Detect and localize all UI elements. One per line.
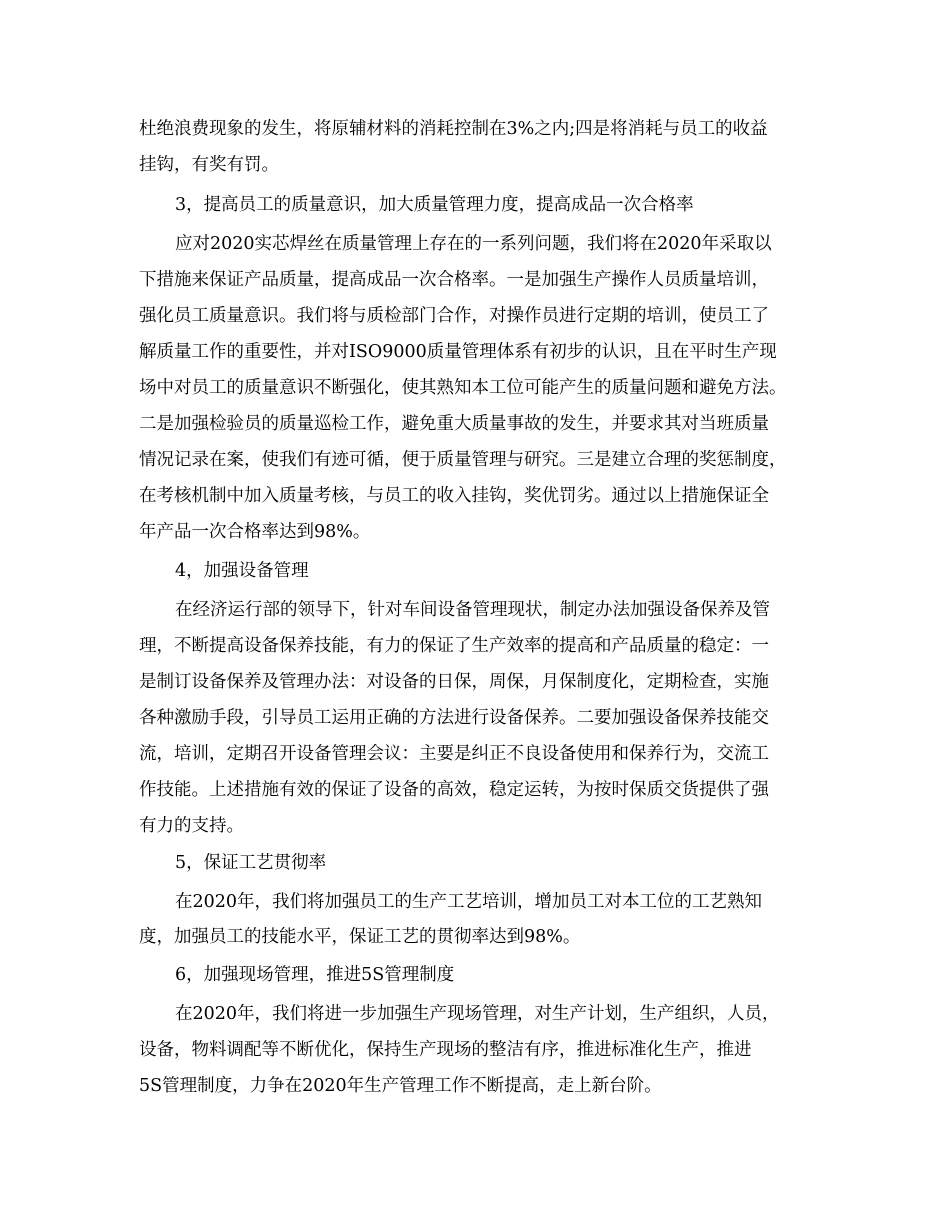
- body-text-line: 有力的支持。: [139, 816, 244, 836]
- body-text-line: 场中对员工的质量意识不断强化，使其熟知本工位可能产生的质量问题和避免方法。: [139, 378, 787, 398]
- body-text-line: 在2020年，我们将进一步加强生产现场管理，对生产计划，生产组织，人员，: [175, 1004, 780, 1024]
- body-text-line: 下措施来保证产品质量，提高成品一次合格率。一是加强生产操作人员质量培训，: [139, 270, 769, 290]
- body-text-line: 设备，物料调配等不断优化，保持生产现场的整洁有序，推进标准化生产，推进: [139, 1040, 752, 1060]
- section-heading-6: 6，加强现场管理，推进5S管理制度: [175, 965, 455, 985]
- body-text-line: 应对2020实芯焊丝在质量管理上存在的一系列问题，我们将在2020年采取以: [175, 234, 772, 254]
- section-heading-4: 4，加强设备管理: [175, 561, 309, 581]
- body-text-line: 情况记录在案，使我们有迹可循，便于质量管理与研究。三是建立合理的奖惩制度，: [139, 450, 787, 470]
- body-text-line: 解质量工作的重要性，并对ISO9000质量管理体系有初步的认识，且在平时生产现: [139, 342, 777, 362]
- body-text-line: 强化员工质量意识。我们将与质检部门合作，对操作员进行定期的培训，使员工了: [139, 306, 769, 326]
- body-text-line: 在经济运行部的领导下，针对车间设备管理现状，制定办法加强设备保养及管: [175, 600, 770, 620]
- section-heading-3: 3，提高员工的质量意识，加大质量管理力度，提高成品一次合格率: [175, 195, 694, 215]
- body-text-line: 在考核机制中加入质量考核，与员工的收入挂钩，奖优罚劣。通过以上措施保证全: [139, 486, 769, 506]
- body-text-line: 挂钩，有奖有罚。: [139, 155, 279, 175]
- body-text-line: 年产品一次合格率达到98%。: [139, 522, 371, 542]
- section-heading-5: 5，保证工艺贯彻率: [175, 853, 327, 873]
- body-text-line: 流，培训，定期召开设备管理会议：主要是纠正不良设备使用和保养行为，交流工: [139, 744, 769, 764]
- body-text-line: 作技能。上述措施有效的保证了设备的高效，稳定运转，为按时保质交货提供了强: [139, 780, 769, 800]
- body-text-line: 在2020年，我们将加强员工的生产工艺培训，增加员工对本工位的工艺熟知: [175, 892, 763, 912]
- body-text-line: 二是加强检验员的质量巡检工作，避免重大质量事故的发生，并要求其对当班质量: [139, 414, 769, 434]
- body-text-line: 5S管理制度，力争在2020年生产管理工作不断提高，走上新台阶。: [139, 1076, 662, 1096]
- body-text-line: 是制订设备保养及管理办法：对设备的日保，周保，月保制度化，定期检查，实施: [139, 672, 769, 692]
- body-text-line: 理，不断提高设备保养技能，有力的保证了生产效率的提高和产品质量的稳定：一: [139, 636, 769, 656]
- body-text-line: 杜绝浪费现象的发生，将原辅材料的消耗控制在3%之内;四是将消耗与员工的收益: [139, 119, 768, 139]
- body-text-line: 度，加强员工的技能水平，保证工艺的贯彻率达到98%。: [139, 927, 581, 947]
- body-text-line: 各种激励手段，引导员工运用正确的方法进行设备保养。二要加强设备保养技能交: [139, 708, 769, 728]
